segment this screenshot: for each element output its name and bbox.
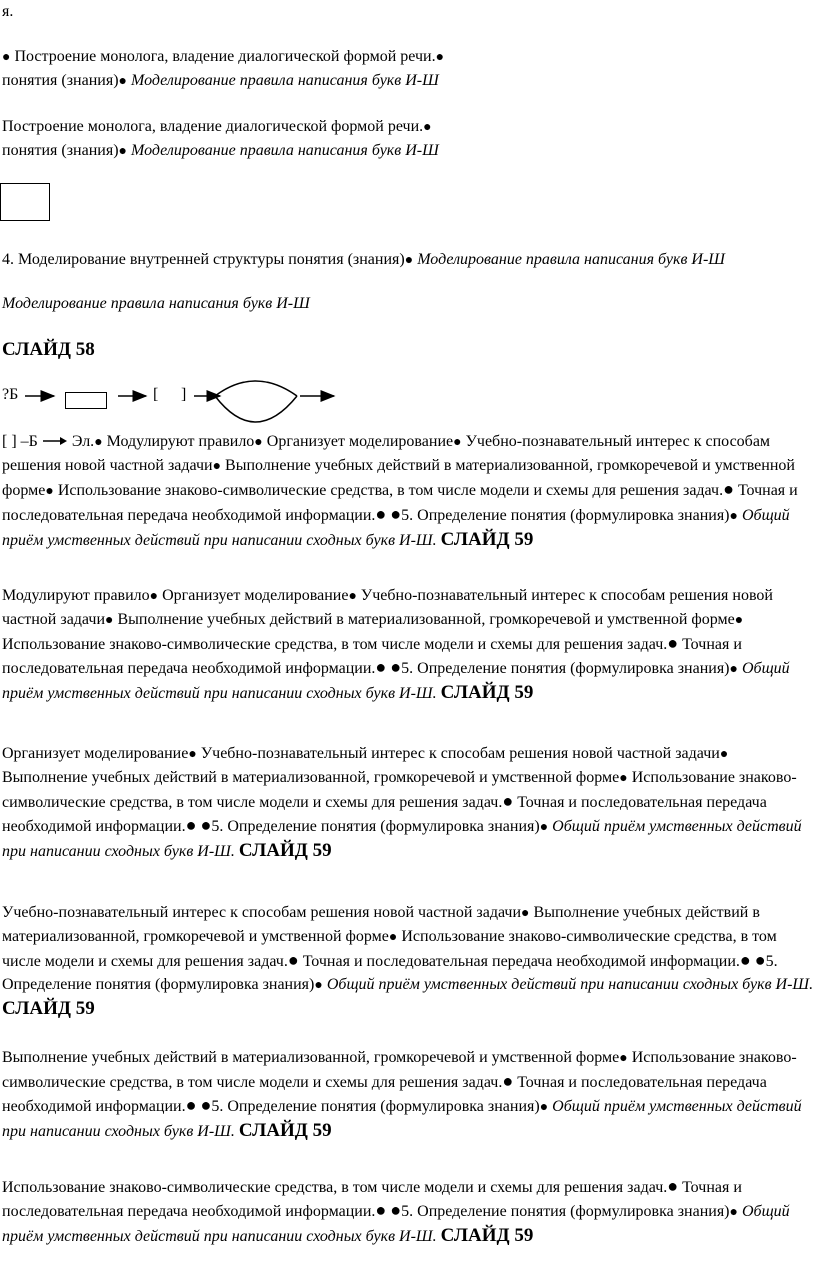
bullet-icon: ● [502, 1071, 514, 1091]
empty-box [0, 183, 50, 221]
bullet-icon: ● [390, 657, 402, 677]
bracket-open-label: [ [153, 386, 159, 403]
scheme-diagram [0, 370, 816, 430]
bullet-icon: ● [118, 144, 127, 159]
bullet-icon: ● [314, 978, 323, 993]
bullet-icon: ● [200, 1095, 212, 1115]
competence-block-1: ● Построение монолога, владение диалогической формой речи.● понятия (знания)● Моделирование правила написания букв И-Ш [2, 48, 445, 89]
bracket-close-label: ] [181, 386, 187, 403]
bullet-icon: ● [739, 950, 751, 970]
bullet-icon: ● [94, 435, 103, 450]
item-4: 4. Моделирование внутренней структуры понятия (знания)● Моделирование правила написания букв И-Ш [2, 251, 725, 268]
bullet-icon: ● [734, 613, 744, 628]
bullet-icon: ● [539, 820, 549, 835]
modeling-line: Моделирование правила написания букв И-Ш [2, 295, 310, 312]
bullet-icon: ● [45, 484, 54, 499]
paragraph-3: Организует моделирование● Учебно-познавательный интерес к способам решения новой частной задачи● Выполнение учебных действий в материализованной, громкоречевой и умственной форме● Использование знаково-символические средства, в том числе модели и схемы для решения задач.● Точная и последовательная передача необходимой информации.● ●5. Определение понятия (формулировка знания)● Общий приём умственных действий при написании сходных букв И-Ш. СЛАЙД 59 [2, 745, 802, 861]
bullet-icon: ● [435, 50, 445, 65]
paragraph-1: [ ] –Б Эл.● Модулируют правило● Организует моделирование● Учебно-познавательный интерес к способам решения новой частной задачи● Выполнение учебных действий в материализованной, громкоречевой и умственной форме● Использование знаково-символические средства, в том числе модели и схемы для решения задач.● Точная и последовательная передача необходимой информации.● ●5. Определение понятия (формулировка знания)● Общий приём умственных действий при написании сходных букв И-Ш. СЛАЙД 59 [2, 430, 814, 552]
bullet-icon: ● [287, 950, 299, 970]
bullet-icon: ● [729, 509, 738, 524]
paragraph-2: Модулируют правило● Организует моделирование● Учебно-познавательный интерес к способам решения новой частной задачи● Выполнение учебных действий в материализованной, громкоречевой и умственной форме● Использование знаково-символические средства, в том числе модели и схемы для решения задач.● Точная и последовательная передача необходимой информации.● ●5. Определение понятия (формулировка знания)● Общий приём умственных действий при написании сходных букв И-Ш. СЛАЙД 59 [2, 587, 790, 703]
bullet-icon: ● [453, 435, 462, 450]
bullet-icon: ● [390, 504, 402, 524]
slide-59-heading: СЛАЙД 59 [238, 840, 332, 861]
slide-58-heading: СЛАЙД 58 [2, 339, 95, 360]
bullet-icon: ● [185, 1095, 197, 1115]
top-fragment: я. [2, 3, 14, 20]
bullet-icon: ● [502, 791, 514, 811]
bullet-icon: ● [200, 815, 212, 835]
bullet-icon: ● [423, 120, 432, 135]
slide-59-heading: СЛАЙД 59 [440, 682, 534, 703]
bullet-icon: ● [212, 459, 222, 474]
slide-59-heading: СЛАЙД 59 [2, 998, 95, 1019]
bullet-icon: ● [105, 613, 114, 628]
bullet-icon: ● [388, 930, 398, 945]
bullet-icon: ● [254, 435, 263, 450]
bullet-icon: ● [118, 74, 127, 89]
bullet-icon: ● [754, 950, 766, 970]
bullet-icon: ● [188, 747, 197, 762]
competence-block-2: Построение монолога, владение диалогической формой речи.● понятия (знания)● Моделирование правила написания букв И-Ш [2, 118, 439, 159]
bullet-icon: ● [521, 906, 530, 921]
bullet-icon: ● [390, 1200, 402, 1220]
bullet-icon: ● [619, 1051, 628, 1066]
bullet-icon: ● [375, 1200, 387, 1220]
bullet-icon: ● [149, 589, 159, 604]
bullet-icon: ● [667, 633, 679, 653]
lower-arc [215, 396, 297, 422]
bullet-icon: ● [2, 50, 11, 65]
bullet-icon: ● [667, 1176, 679, 1196]
bullet-icon: ● [619, 771, 628, 786]
bullet-icon: ● [375, 504, 387, 524]
small-arrow-icon [42, 430, 68, 453]
question-b-label: ?Б [2, 386, 19, 403]
bullet-icon: ● [723, 479, 734, 499]
slide-59-heading: СЛАЙД 59 [440, 529, 534, 550]
slide-59-heading: СЛАЙД 59 [238, 1120, 332, 1141]
bullet-icon: ● [719, 747, 729, 762]
bullet-icon: ● [404, 253, 414, 268]
paragraph-5: Выполнение учебных действий в материализованной, громкоречевой и умственной форме● Использование знаково-символические средства, в том числе модели и схемы для решения задач.● Точная и последовательная передача необходимой информации.● ●5. Определение понятия (формулировка знания)● Общий приём умственных действий при написании сходных букв И-Ш. СЛАЙД 59 [2, 1049, 802, 1141]
bullet-icon: ● [729, 662, 738, 677]
paragraph-6: Использование знаково-символические средства, в том числе модели и схемы для решения задач.● Точная и последовательная передача необходимой информации.● ●5. Определение понятия (формулировка знания)● Общий приём умственных действий при написании сходных букв И-Ш. СЛАЙД 59 [2, 1176, 790, 1246]
slide-59-heading: СЛАЙД 59 [440, 1225, 534, 1246]
paragraph-4: Учебно-познавательный интерес к способам решения новой частной задачи● Выполнение учебных действий в материализованной, громкоречевой и умственной форме● Использование знаково-символические средства, в том числе модели и схемы для решения задач.● Точная и последовательная передача необходимой информации.● ●5. Определение понятия (формулировка знания)● Общий приём умственных действий при написании сходных букв И-Ш. СЛАЙД 59 [2, 904, 814, 1019]
bullet-icon: ● [539, 1100, 549, 1115]
bullet-icon: ● [185, 815, 197, 835]
bullet-icon: ● [375, 657, 387, 677]
upper-arc [215, 381, 297, 396]
bullet-icon: ● [729, 1205, 738, 1220]
bullet-icon: ● [348, 589, 357, 604]
